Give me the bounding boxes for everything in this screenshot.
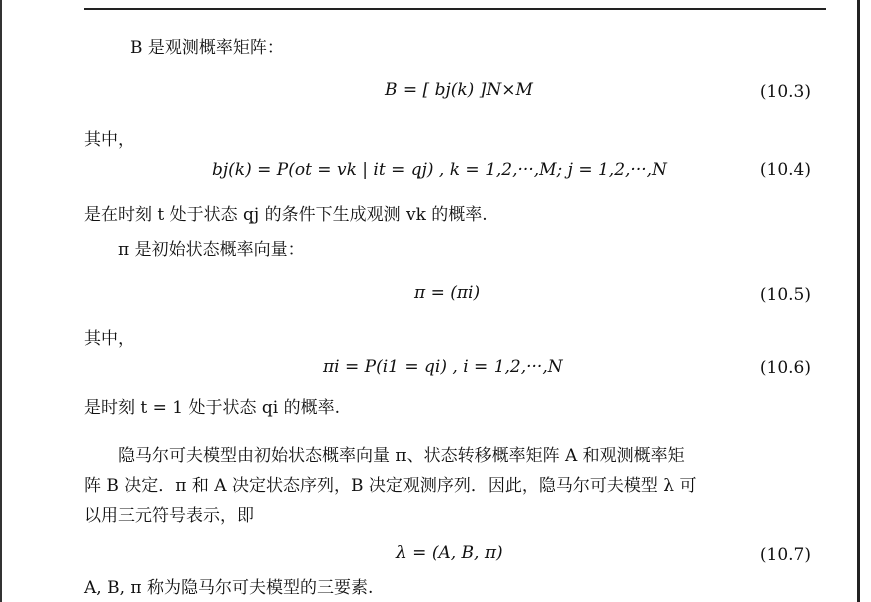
equation-10-6: πi = P(i1 = qi) , i = 1,2,···,N [323,357,563,377]
text-line-observation-prob: 是在时刻 t 处于状态 qj 的条件下生成观测 vk 的概率. [84,205,488,225]
text-line-pi-vector: π 是初始状态概率向量： [118,240,305,260]
page-right-edge [857,0,860,602]
equation-number-10-6: (10.6) [759,358,811,378]
text-line-where-2: 其中， [84,329,135,349]
equation-10-4: bj(k) = P(ot = vk | it = qj) , k = 1,2,···,M; j = 1,2,···,N [212,160,667,180]
paragraph-line-2: 阵 B 决定．π 和 A 决定状态序列，B 决定观测序列．因此，隐马尔可夫模型 λ 可 [84,476,697,496]
equation-number-10-4: (10.4) [759,160,811,180]
paragraph-line-1: 隐马尔可夫模型由初始状态概率向量 π、状态转移概率矩阵 A 和观测概率矩 [118,446,685,466]
text-line-b-matrix: B 是观测概率矩阵： [130,38,284,58]
paragraph-line-3: 以用三元符号表示，即 [84,506,254,526]
equation-number-10-7: (10.7) [759,545,811,565]
page-left-edge [0,0,2,602]
equation-number-10-3: (10.3) [759,82,811,102]
equation-10-3: B = [ bj(k) ]N×M [385,80,533,100]
text-line-three-elements: A, B, π 称为隐马尔可夫模型的三要素. [84,578,374,598]
equation-number-10-5: (10.5) [759,285,811,305]
equation-10-5: π = (πi) [414,283,481,303]
text-line-initial-prob: 是时刻 t = 1 处于状态 qi 的概率. [84,398,341,418]
top-rule [84,8,826,10]
text-line-where-1: 其中， [84,130,135,150]
equation-10-7: λ = (A, B, π) [396,543,503,563]
